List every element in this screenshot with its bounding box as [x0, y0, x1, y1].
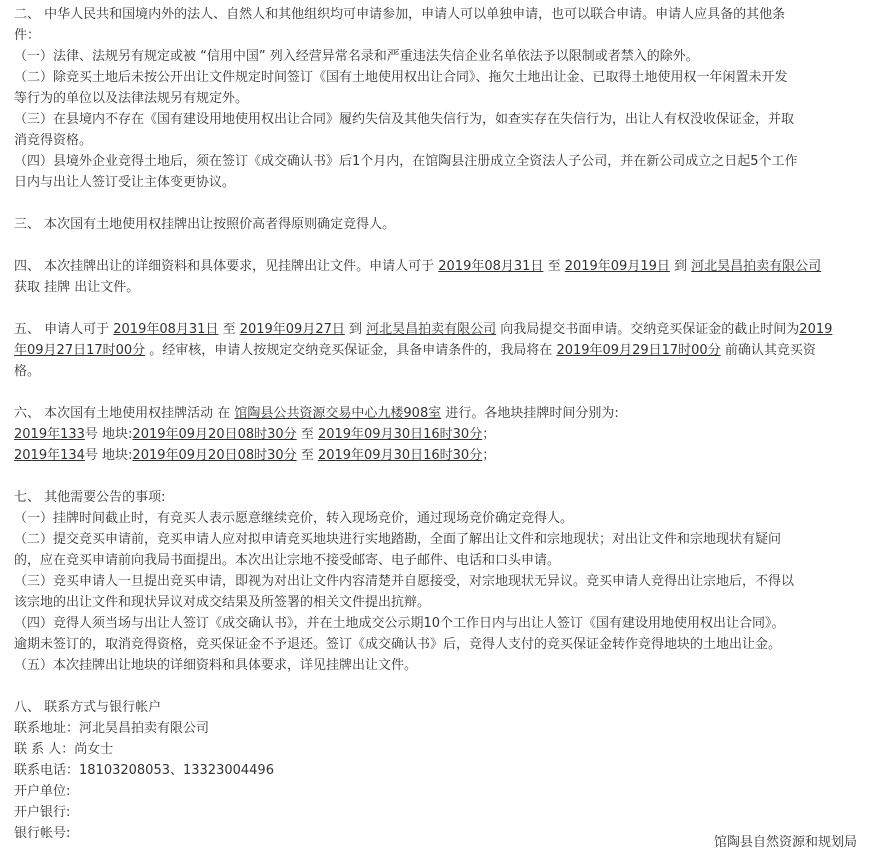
text-line [14, 172, 876, 193]
text-segment: 的，应在竞买申请前向我局书面提出。本次出让宗地不接受邮寄、电子邮件、电话和口头申请。 [14, 553, 561, 568]
text-line [14, 613, 876, 634]
text-segment: 八、 联系方式与银行帐户 [14, 700, 162, 715]
text-segment: 六、 本次国有土地使用权挂牌活动 在 [14, 406, 235, 421]
underlined-value: 2019年134 [14, 448, 85, 463]
text-segment: 件： [14, 28, 41, 43]
underlined-value: 河北昊昌拍卖有限公司 [691, 259, 822, 274]
underlined-value: 2019年09月19日 [564, 259, 670, 274]
text-line [14, 109, 876, 130]
text-segment: 三、 本次国有土地使用权挂牌出让按照价高者得原则确定竞得人。 [14, 217, 396, 232]
blank-line [14, 193, 876, 214]
text-line [14, 718, 876, 739]
underlined-value: 2019年09月30日16时30分 [317, 448, 483, 463]
text-line [14, 697, 876, 718]
text-line [14, 655, 876, 676]
text-line [14, 25, 876, 46]
blank-line [14, 235, 876, 256]
text-segment: （五）本次挂牌出让地块的详细资料和具体要求，详见挂牌出让文件。 [14, 658, 418, 673]
text-line [14, 46, 876, 67]
text-segment: 向我局提交书面申请。交纳竞买保证金的截止时间为 [496, 322, 800, 337]
underlined-value: 2019年08月31日 [113, 322, 219, 337]
text-line [14, 319, 876, 340]
underlined-value: 2019年09月27日 [239, 322, 345, 337]
text-segment: 至 [543, 259, 565, 274]
text-segment: 开户单位: [14, 784, 71, 799]
text-segment: 获取 挂牌 出让文件。 [14, 280, 140, 295]
text-line [14, 445, 876, 466]
text-line [14, 487, 876, 508]
text-segment: （四）县境外企业竞得土地后，须在签订《成交确认书》后1个月内，在馆陶县注册成立全资法人子公司，并在新公司成立之日起5个工作 [14, 154, 798, 169]
blank-line [14, 298, 876, 319]
text-segment: （一）挂牌时间截止时，有竞买人表示愿意继续竞价，转入现场竞价，通过现场竞价确定竞得人。 [14, 511, 574, 526]
underlined-value: 2019年09月20日08时30分 [132, 427, 297, 442]
underlined-value: 2019 [799, 322, 833, 337]
text-line [14, 760, 876, 781]
underlined-value: 2019年08月31日 [438, 259, 544, 274]
text-segment: 到 [669, 259, 692, 274]
text-segment: （二）除竞买土地后未按公开出让文件规定时间签订《国有土地使用权出让合同》、拖欠土地出让金、已取得土地使用权一年闲置未开发 [14, 70, 788, 85]
text-segment: 等行为的单位以及法律法规另有规定外。 [14, 91, 249, 106]
text-line [14, 508, 876, 529]
text-segment: 格。 [14, 364, 41, 379]
text-line [14, 88, 876, 109]
underlined-value: 河北昊昌拍卖有限公司 [366, 322, 497, 337]
text-segment: 七、 其他需要公告的事项: [14, 490, 166, 505]
text-segment: 消竞得资格。 [14, 133, 93, 148]
text-segment: （三）在县境内不存在《国有建设用地使用权出让合同》履约失信及其他失信行为，如查实存在失信行为，出让人有权没收保证金，并取 [14, 112, 795, 127]
text-segment: 逾期未签订的，取消竞得资格，竞买保证金不予退还。签订《成交确认书》后，竞得人支付的竞买保证金转作竞得地块的土地出让金。 [14, 637, 782, 652]
text-line [14, 4, 876, 25]
text-line [14, 361, 876, 382]
text-segment: 银行帐号: [14, 826, 71, 841]
text-segment: 至 [296, 427, 318, 442]
text-segment: （二）提交竞买申请前，竞买申请人应对拟申请竞买地块进行实地踏勘，全面了解出让文件和宗地现状；对出让文件和宗地现状有疑问 [14, 532, 782, 547]
text-line [14, 571, 876, 592]
blank-line [14, 676, 876, 697]
text-segment: 四、 本次挂牌出让的详细资料和具体要求，见挂牌出让文件。申请人可于 [14, 259, 439, 274]
text-line [14, 256, 876, 277]
text-segment: （三）竞买申请人一旦提出竞买申请，即视为对出让文件内容清楚并自愿接受，对宗地现状无异议。竞买申请人竞得出让宗地后，不得以 [14, 574, 795, 589]
text-line [14, 781, 876, 802]
blank-line [14, 466, 876, 487]
text-segment: 联 系 人：尚女士 [14, 742, 114, 757]
text-segment: 号 地块: [84, 448, 133, 463]
text-segment: 该宗地的出让文件和现状异议对成交结果及所签署的相关文件提出抗辩。 [14, 595, 431, 610]
text-segment: 号 地块: [84, 427, 133, 442]
underlined-value: 2019年133 [14, 427, 85, 442]
text-segment: 日内与出让人签订受让主体变更协议。 [14, 175, 236, 190]
blank-line [14, 382, 876, 403]
underlined-value: 2019年09月30日16时30分 [317, 427, 483, 442]
text-segment: ； [482, 448, 496, 463]
text-segment: 到 [344, 322, 367, 337]
text-segment: （四）竞得人须当场与出让人签订《成交确认书》，并在土地成交公示期10个工作日内与出让人签订《国有建设用地使用权出让合同》。 [14, 616, 785, 631]
text-segment: 开户银行: [14, 805, 71, 820]
text-line [14, 151, 876, 172]
text-segment: 二、 中华人民共和国境内外的法人、自然人和其他组织均可申请参加，申请人可以单独申请，也可以联合申请。申请人应具备的其他条 [14, 7, 786, 22]
underlined-value: 年09月27日17时00分 [14, 343, 146, 358]
text-line [14, 403, 876, 424]
text-segment: 至 [296, 448, 318, 463]
text-segment: 联系电话：18103208053、13323004496 [14, 763, 274, 778]
text-line [14, 424, 876, 445]
text-line [14, 130, 876, 151]
text-line [14, 67, 876, 88]
text-line [14, 592, 876, 613]
announcement-body [14, 4, 876, 844]
text-segment: 。经审核，申请人按规定交纳竞买保证金，具备申请条件的，我局将在 [145, 343, 557, 358]
text-segment: 联系地址：河北昊昌拍卖有限公司 [14, 721, 210, 736]
text-line [14, 550, 876, 571]
text-line [14, 214, 876, 235]
text-segment: 五、 申请人可于 [14, 322, 114, 337]
text-line [14, 802, 876, 823]
underlined-value: 2019年09月29日17时00分 [556, 343, 721, 358]
underlined-value: 2019年09月20日08时30分 [132, 448, 297, 463]
text-segment: （一）法律、法规另有规定或被 “信用中国” 列入经营异常名录和严重违法失信企业名单依法予以限制或者禁入的除外。 [14, 49, 699, 64]
issuing-authority: 馆陶县自然资源和规划局 [713, 835, 857, 850]
text-segment: ； [482, 427, 496, 442]
underlined-value: 馆陶县公共资源交易中心九楼908室 [234, 406, 442, 421]
text-segment: 进行。各地块挂牌时间分别为: [441, 406, 619, 421]
text-segment: 前确认其竞买资 [720, 343, 816, 358]
text-line [14, 739, 876, 760]
text-line [14, 634, 876, 655]
text-line [14, 529, 876, 550]
text-line [14, 277, 876, 298]
text-segment: 至 [218, 322, 240, 337]
text-line [14, 340, 876, 361]
